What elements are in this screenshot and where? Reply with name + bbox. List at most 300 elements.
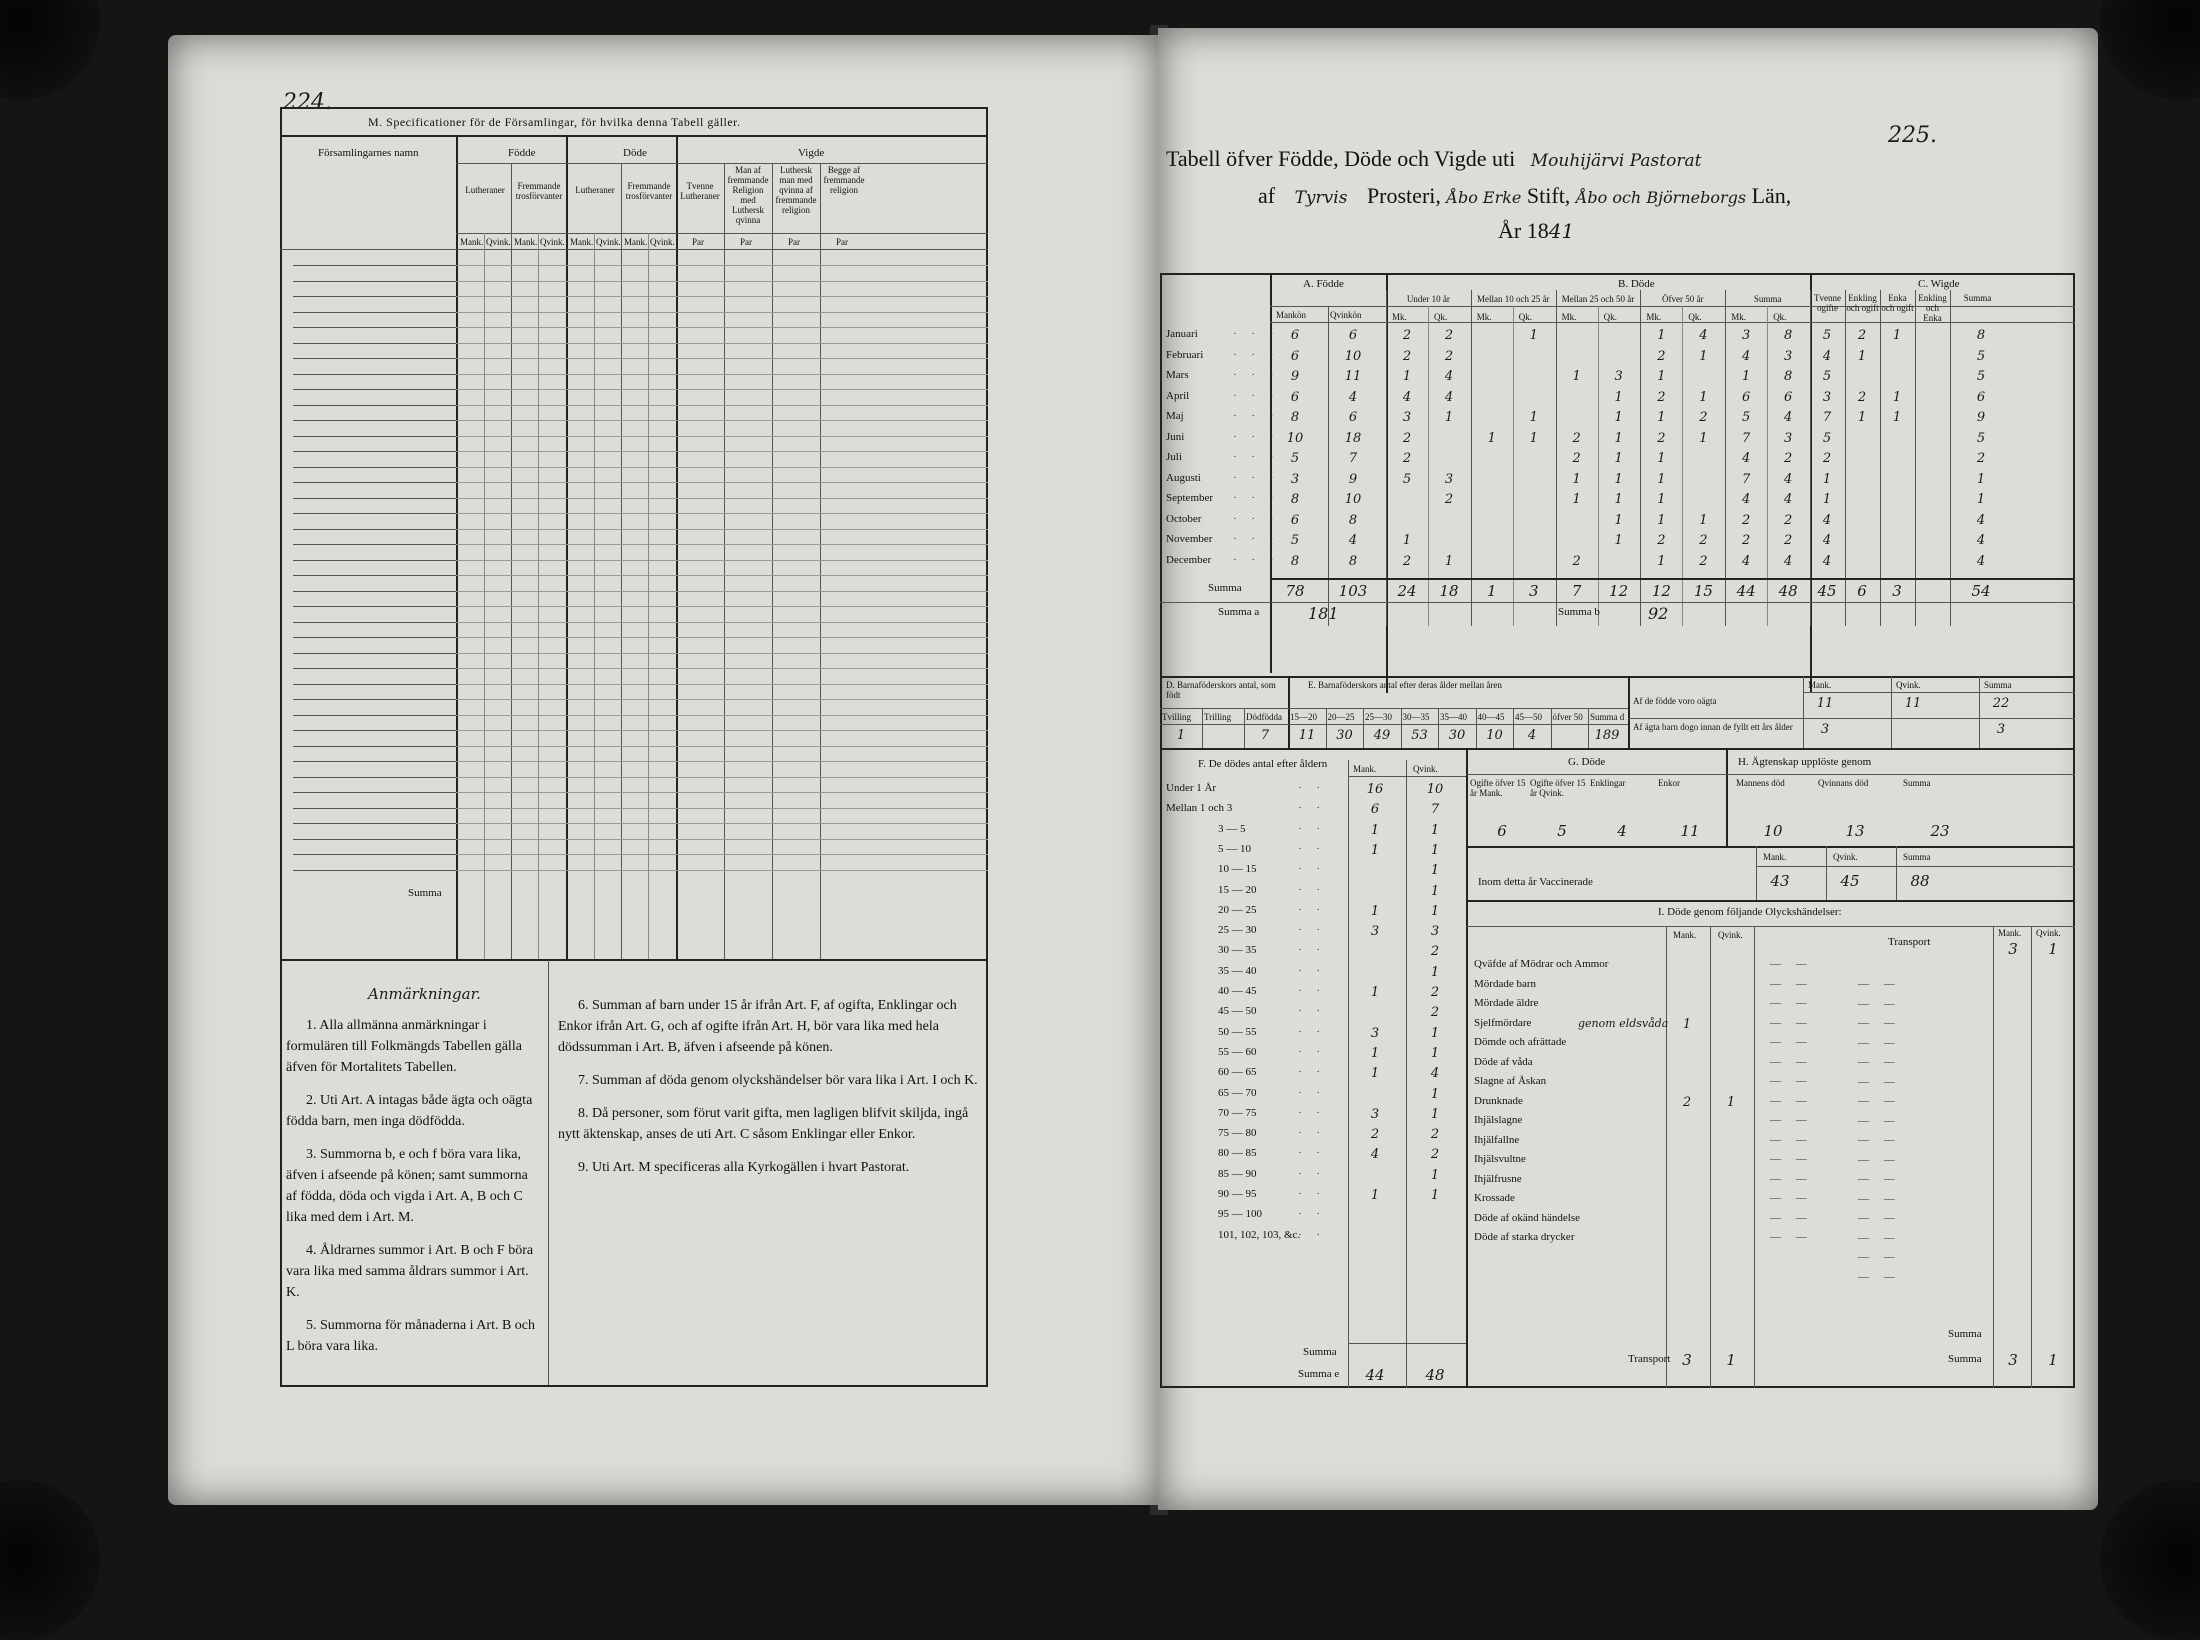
oagta-rule <box>1803 692 2075 693</box>
forsamling-rule <box>293 591 456 592</box>
summa-label: Summa <box>1208 582 1242 594</box>
i-cause-label: Döde af starka drycker <box>1474 1231 1575 1243</box>
b-value: 2 <box>1402 451 1412 466</box>
c-value: 1 <box>1822 471 1832 487</box>
sub-divider <box>538 233 539 960</box>
b-value: 4 <box>1444 389 1454 405</box>
oagta-head: Qvink. <box>1896 680 1921 690</box>
month-label: Maj <box>1166 410 1184 422</box>
f-age-label: Mellan 1 och 3 <box>1166 802 1233 815</box>
data-rule <box>456 513 988 514</box>
c-value: 1 <box>1857 410 1867 425</box>
b-value: 3 <box>1742 328 1751 343</box>
e-divider <box>1438 708 1439 748</box>
e-value: 4 <box>1527 728 1537 743</box>
mank-2: Mank. <box>514 237 538 247</box>
data-rule <box>456 560 988 561</box>
dot-leader: · · · <box>1233 451 1280 463</box>
transport-label-bottom: Transport <box>1628 1353 1671 1365</box>
forsamling-rule <box>293 389 456 390</box>
b-value: 5 <box>1742 410 1751 425</box>
b-divider <box>1471 290 1472 626</box>
b-value: 2 <box>1444 348 1454 364</box>
f-age-label: 95 — 100 <box>1218 1208 1262 1221</box>
c-value: 4 <box>1822 348 1832 364</box>
f-qvink-value: 1 <box>1430 903 1440 919</box>
i-cause-label: Slagne af Åskan <box>1474 1075 1547 1087</box>
data-rule <box>456 808 988 809</box>
b-value: 4 <box>1742 492 1751 507</box>
dot-leader: — — <box>1770 1075 1813 1087</box>
b-divider <box>1725 290 1726 626</box>
b-value: 1 <box>1699 512 1708 528</box>
oagta-dodde-label: Af ägta barn dogo innan de fyllt ett års ålder <box>1633 722 1793 732</box>
c-divider <box>1915 290 1916 626</box>
forsamling-rule <box>293 451 456 452</box>
c-value: 5 <box>1976 369 1986 384</box>
c-value: 4 <box>1822 553 1832 569</box>
oagta-divider <box>1979 676 1980 748</box>
dot-leader: — — <box>1770 1231 1813 1243</box>
mank-4: Mank. <box>624 237 648 247</box>
h-value: 10 <box>1763 822 1783 840</box>
e-value: 53 <box>1411 728 1428 743</box>
f-age-label: 5 — 10 <box>1218 842 1251 855</box>
i-divider <box>1666 926 1667 1388</box>
sub-begge: Begge af fremmande religion <box>823 165 865 195</box>
total-b: 44 <box>1736 582 1756 600</box>
a-mank-value: 6 <box>1290 328 1300 343</box>
b-value: 1 <box>1444 410 1454 425</box>
c-value: 1 <box>1857 348 1867 364</box>
title-line-2: af Tyrvis Prosteri, Åbo Erke Stift, Åbo och Björneborgs Län, <box>1258 183 1792 208</box>
f-qvink-value: 1 <box>1430 883 1440 899</box>
c-value: 2 <box>1976 451 1986 466</box>
qvink-4: Qvink. <box>650 237 675 247</box>
qvink-3: Qvink. <box>596 237 621 247</box>
f-qvink-head: Qvink. <box>1413 764 1438 774</box>
c-value: 4 <box>1976 512 1986 528</box>
left-page <box>168 35 1158 1505</box>
dot-leader: · · <box>1298 1127 1327 1140</box>
f-age-label: 45 — 50 <box>1218 1005 1257 1018</box>
sec-g: G. Döde <box>1568 756 1606 768</box>
f-qvink-value: 1 <box>1430 822 1440 838</box>
dot-leader: · · <box>1298 985 1327 997</box>
b-value: 2 <box>1402 430 1412 446</box>
g-col: Ogifte öfver 15 år Qvink. <box>1530 778 1586 798</box>
sec-a: A. Födde <box>1303 278 1344 290</box>
title-line-1: Tabell öfver Födde, Döde och Vigde uti Mouhijärvi Pastorat <box>1166 146 1702 171</box>
dot-leader: · · <box>1298 802 1327 815</box>
b-value: 1 <box>1657 369 1666 384</box>
dot-leader: · · <box>1298 944 1327 957</box>
summa-b-value: 92 <box>1648 604 1669 623</box>
transport-mank-top: 3 <box>2008 940 2018 958</box>
f-age-label: 75 — 80 <box>1218 1127 1257 1140</box>
qvink-1: Qvink. <box>486 237 511 247</box>
f-qvink-value: 1 <box>1430 1025 1440 1041</box>
i-cause-label: Döde af okänd händelse <box>1474 1211 1580 1224</box>
total-a-qvink: 103 <box>1338 582 1368 600</box>
oagta-dodde-value: 3 <box>1996 722 2006 737</box>
c-value: 4 <box>1976 533 1986 548</box>
vacc-label: Inom detta år Vaccinerade <box>1478 876 1593 888</box>
col-fodde: Födde <box>508 147 536 159</box>
f-qvink-value: 2 <box>1430 1005 1440 1021</box>
data-rule <box>456 575 988 576</box>
b-value: 4 <box>1742 451 1751 466</box>
a-mank-value: 10 <box>1286 430 1304 446</box>
b-value: 1 <box>1487 430 1496 446</box>
col-vigde: Vigde <box>798 147 825 159</box>
forsamling-rule <box>293 668 456 669</box>
dot-leader: · · <box>1298 1106 1327 1119</box>
month-label: Februari <box>1166 348 1204 361</box>
f-summa-e-label: Summa e <box>1298 1368 1340 1380</box>
i-cause-label: Krossade <box>1474 1192 1515 1204</box>
a-mank-value: 9 <box>1290 369 1300 384</box>
c-value: 2 <box>1857 328 1867 343</box>
mank-3: Mank. <box>570 237 594 247</box>
forsamling-rule <box>293 405 456 406</box>
f-age-label: 3 — 5 <box>1218 822 1246 835</box>
i-mank-head: Mank. <box>1673 930 1697 940</box>
sec-b: B. Döde <box>1618 278 1655 290</box>
dot-leader: — — <box>1770 977 1813 990</box>
dot-leader: — — <box>1770 1192 1813 1204</box>
c-col-header: Enkling och Enka <box>1918 293 1947 323</box>
a-mank-value: 5 <box>1290 451 1300 466</box>
data-rule <box>456 823 988 824</box>
f-mank-head: Mank. <box>1353 764 1377 774</box>
dot-leader: — — <box>1770 1153 1813 1165</box>
i-qvink-head: Qvink. <box>1718 930 1743 940</box>
e-value: 11 <box>1298 728 1316 743</box>
sub-man-af: Man af fremmande Religion med Luthersk qvinna <box>727 165 769 225</box>
qk-label: Qk. <box>1518 312 1533 322</box>
vacc-divider <box>1896 846 1897 900</box>
forsamling-rule <box>293 715 456 716</box>
f-qvink-value: 3 <box>1430 924 1440 940</box>
dot-leader: · · · <box>1233 430 1280 443</box>
c-value: 5 <box>1976 348 1986 364</box>
dash-leader: — — <box>1858 1017 1901 1029</box>
dash-leader: — — <box>1858 1192 1901 1205</box>
f-summa-label: Summa <box>1303 1346 1337 1358</box>
f-age-label: 50 — 55 <box>1218 1025 1257 1038</box>
b-col-header: Öfver 50 år <box>1662 294 1704 304</box>
dash-leader: — — <box>1858 1212 1901 1224</box>
data-rule <box>456 730 988 731</box>
b-value: 2 <box>1657 348 1666 364</box>
dash-leader: — — <box>1858 1251 1901 1263</box>
f-age-label: 65 — 70 <box>1218 1086 1257 1099</box>
dot-leader: · · <box>1298 1045 1327 1058</box>
month-label: September <box>1166 492 1214 504</box>
a-mank-value: 8 <box>1290 553 1300 569</box>
b-value: 1 <box>1529 328 1538 343</box>
f-mank-value: 2 <box>1370 1127 1380 1143</box>
i-qvink-value: 1 <box>1726 1094 1736 1110</box>
data-rule <box>456 637 988 638</box>
f-qvink-value: 4 <box>1430 1066 1440 1082</box>
g-col: Enkor <box>1658 778 1680 788</box>
b-value: 4 <box>1784 492 1793 507</box>
data-rule <box>456 544 988 545</box>
b-value: 2 <box>1572 451 1581 466</box>
f-age-label: 20 — 25 <box>1218 903 1257 916</box>
dot-leader: · · · <box>1233 410 1280 422</box>
f-age-label: 35 — 40 <box>1218 964 1257 977</box>
a-mank-value: 8 <box>1290 492 1300 507</box>
dash-leader: — — <box>1858 997 1901 1010</box>
month-label: Juni <box>1166 430 1185 443</box>
vacc-divider <box>1756 846 1757 900</box>
vacc-head: Summa <box>1903 852 1931 862</box>
e-col: 40—45 <box>1477 712 1505 722</box>
b-value: 1 <box>1614 492 1623 507</box>
oagta-divider <box>1891 676 1892 748</box>
g-value: 4 <box>1617 822 1627 840</box>
c-value: 1 <box>1892 389 1902 405</box>
mk-label: Mk. <box>1476 312 1492 322</box>
f-age-label: 15 — 20 <box>1218 883 1257 896</box>
note-paragraph: 3. Summorna b, e och f böra vara lika, äfven i afseende på könen; samt summorna af födda, döda och vigda i Art. A, B och C lika med dem i Art. M. <box>286 1147 528 1225</box>
forsamling-rule <box>293 684 456 685</box>
f-mank-value: 1 <box>1370 1188 1380 1203</box>
c-divider <box>1950 290 1951 626</box>
b-value: 1 <box>1529 430 1538 446</box>
b-value: 2 <box>1402 553 1412 569</box>
f-mank-value: 1 <box>1370 903 1380 919</box>
vacc-rule <box>1756 866 2075 867</box>
sub-divider <box>594 233 595 960</box>
dot-leader: — — <box>1770 1016 1813 1029</box>
qk-label: Qk. <box>1773 312 1787 322</box>
transport-divider-2 <box>2031 926 2032 1388</box>
b-value: 2 <box>1657 533 1666 548</box>
data-rule <box>456 622 988 623</box>
data-rule <box>456 591 988 592</box>
b-value: 2 <box>1572 553 1581 569</box>
note-paragraph: 8. Då personer, som förut varit gifta, men lagligen blifvit skiljda, ingå nytt äktenskap, anses de uti Art. C såsom Enklingar eller Enkor. <box>558 1106 969 1142</box>
dot-leader: · · · <box>1233 328 1280 340</box>
i-cause-label: Qväfde af Mödrar och Ammor <box>1474 958 1609 970</box>
i-cause-label: Ihjälfallne <box>1474 1133 1520 1146</box>
par-1: Par <box>692 237 704 247</box>
dot-leader: — — <box>1770 958 1813 970</box>
vacc-divider <box>1826 846 1827 900</box>
e-col: 35—40 <box>1440 712 1467 722</box>
sec-c: C. Wigde <box>1918 278 1960 290</box>
c-value: 5 <box>1822 369 1832 384</box>
data-rule <box>456 668 988 669</box>
transport-qvink-head: Qvink. <box>2036 928 2061 938</box>
summa-rule <box>1270 578 2075 580</box>
b-value: 2 <box>1784 451 1793 466</box>
month-label: November <box>1166 533 1213 545</box>
mk-label: Mk. <box>1392 312 1407 322</box>
dot-leader: — — <box>1770 1036 1813 1048</box>
f-mank-value: 3 <box>1370 924 1380 940</box>
forsamling-rule <box>293 761 456 762</box>
a-qvink-value: 18 <box>1344 430 1362 446</box>
forsamling-rule <box>293 374 456 375</box>
b-col-header: Summa <box>1753 294 1782 304</box>
month-label: Januari <box>1166 328 1198 340</box>
a-qvink-value: 11 <box>1344 369 1362 384</box>
b-value: 1 <box>1657 512 1666 528</box>
transport-qvink-bottom: 1 <box>1726 1351 1736 1369</box>
dot-leader: — — <box>1770 1133 1813 1146</box>
dot-leader: · · · <box>1233 492 1280 504</box>
de-rule <box>1160 708 1628 709</box>
b-value: 1 <box>1444 553 1454 569</box>
e-value: 49 <box>1373 728 1391 743</box>
b-value: 1 <box>1699 389 1708 405</box>
dot-leader: · · <box>1298 924 1327 937</box>
g-value: 5 <box>1557 822 1567 840</box>
dash-leader: — — <box>1858 1095 1901 1107</box>
b-value: 4 <box>1699 328 1708 343</box>
qk-label: Qk. <box>1434 312 1448 322</box>
g-col: Ogifte öfver 15 år Mank. <box>1470 778 1526 798</box>
dot-leader: · · · <box>1233 369 1280 381</box>
b-value: 1 <box>1699 348 1708 364</box>
f-mank-value: 3 <box>1370 1025 1380 1041</box>
data-rule <box>456 854 988 855</box>
i-cause-label: Ihjälfrusne <box>1474 1172 1522 1185</box>
sec-i: I. Döde genom följande Olyckshändelser: <box>1658 906 1842 918</box>
b-value: 5 <box>1402 471 1412 487</box>
b-value: 2 <box>1572 430 1581 446</box>
total-b: 3 <box>1529 582 1539 600</box>
data-rule <box>456 420 988 421</box>
data-rule <box>456 529 988 530</box>
h-value: 23 <box>1930 822 1950 840</box>
a-mank-value: 6 <box>1290 389 1300 405</box>
f-mank-value: 1 <box>1370 1066 1380 1082</box>
b-value: 2 <box>1784 533 1793 548</box>
a-mank-value: 8 <box>1290 410 1300 425</box>
d-col: Tvilling <box>1162 712 1191 722</box>
c-value: 1 <box>1976 492 1986 507</box>
sec-e: E. Barnaföderskors antal efter deras ålder mellan åren <box>1308 680 1502 690</box>
b-value: 1 <box>1614 512 1623 528</box>
forsamling-rule <box>293 699 456 700</box>
a-mank-value: 6 <box>1290 512 1300 528</box>
vacc-value: 88 <box>1910 872 1930 890</box>
b-col-header: Mellan 25 och 50 år <box>1561 294 1635 304</box>
e-divider <box>1588 708 1589 748</box>
c-value: 2 <box>1822 451 1832 466</box>
b-value: 3 <box>1784 430 1793 446</box>
d-col: Trilling <box>1204 712 1232 722</box>
dot-leader: · · · <box>1233 553 1280 566</box>
c-value: 5 <box>1822 430 1832 446</box>
forsamling-rule <box>293 482 456 483</box>
data-rule <box>456 839 988 840</box>
data-rule <box>456 343 988 344</box>
page-number-right: 225. <box>1888 123 1937 148</box>
pastorat-name: Mouhijärvi Pastorat <box>1530 151 1702 171</box>
dot-leader: · · <box>1298 782 1327 794</box>
e-divider <box>1513 708 1514 748</box>
summa-a-label: Summa a <box>1218 606 1260 618</box>
mk-label: Mk. <box>1731 312 1746 322</box>
summa-a-value: 181 <box>1308 604 1339 623</box>
total-a-mank: 78 <box>1285 582 1305 600</box>
sub-divider <box>484 233 485 960</box>
b-divider <box>1556 290 1557 626</box>
f-mank-value: 1 <box>1370 842 1380 858</box>
forsamling-rule <box>293 498 456 499</box>
dot-leader: — — <box>1770 1055 1813 1068</box>
notes-title: Anmärkningar. <box>368 985 481 1003</box>
dot-leader: — — <box>1770 1094 1813 1107</box>
month-label: October <box>1166 512 1202 525</box>
i-cause-label: Ihjälsvultne <box>1474 1153 1526 1165</box>
i-divider-3 <box>1754 926 1755 1388</box>
a-qvink-value: 10 <box>1344 348 1362 364</box>
c-value: 1 <box>1822 492 1832 507</box>
data-rule <box>456 684 988 685</box>
dot-leader: · · <box>1298 1025 1327 1038</box>
data-rule <box>456 777 988 778</box>
e-value: 30 <box>1336 728 1353 743</box>
dot-leader: · · <box>1298 863 1327 876</box>
data-rule <box>456 327 988 328</box>
d-value: 7 <box>1260 728 1270 743</box>
f-mank-value: 1 <box>1370 822 1380 838</box>
f-age-label: 101, 102, 103, &c. <box>1218 1228 1301 1241</box>
dash-leader: — — <box>1858 1114 1901 1127</box>
data-rule <box>456 281 988 282</box>
f-age-label: 60 — 65 <box>1218 1066 1257 1079</box>
forsamling-rule <box>293 808 456 809</box>
e-divider <box>1363 708 1364 748</box>
note-paragraph: 2. Uti Art. A intagas både ägta och oägta födda barn, men inga dödfödda. <box>286 1093 533 1129</box>
f-mank-value: 6 <box>1370 802 1380 818</box>
f-divider-2 <box>1406 760 1407 1388</box>
b-value: 8 <box>1784 328 1793 343</box>
b-value: 4 <box>1784 410 1793 425</box>
oagta-value: 11 <box>1816 696 1834 711</box>
note-paragraph: 9. Uti Art. M specificeras alla Kyrkogällen i hvart Pastorat. <box>578 1160 910 1175</box>
b-value: 4 <box>1742 553 1751 569</box>
b-value: 2 <box>1699 410 1708 425</box>
col-forsamling: Församlingarnes namn <box>318 147 419 159</box>
c-value: 4 <box>1822 512 1832 528</box>
f-qvink-value: 1 <box>1430 1086 1440 1102</box>
i-hand-note: genom eldsvåda <box>1578 1016 1669 1030</box>
month-label: Juli <box>1166 451 1182 463</box>
b-value: 3 <box>1614 369 1623 384</box>
oagta-dodde-value: 3 <box>1820 722 1830 737</box>
data-rule <box>456 389 988 390</box>
c-value: 5 <box>1976 430 1986 446</box>
sec-f: F. De dödes antal efter åldern <box>1198 758 1328 770</box>
b-value: 1 <box>1657 451 1666 466</box>
note-paragraph: 5. Summorna för månaderna i Art. B och L böra vara lika. <box>286 1318 536 1354</box>
data-rule <box>456 498 988 499</box>
e-value: 10 <box>1486 728 1503 743</box>
dash-leader: — — <box>1858 1036 1901 1049</box>
i-summa-mank: 3 <box>2008 1351 2018 1369</box>
forsamling-rule <box>293 467 456 468</box>
b-value: 1 <box>1614 471 1623 487</box>
